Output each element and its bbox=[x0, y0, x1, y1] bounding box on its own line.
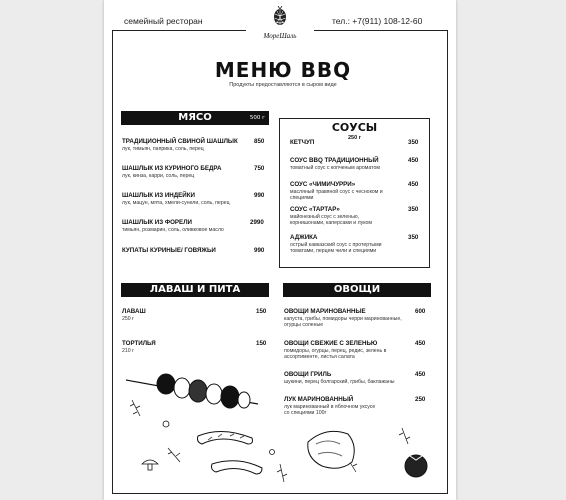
logo bbox=[246, 6, 314, 40]
meat-weight: 500 г bbox=[249, 115, 265, 121]
bread-item bbox=[122, 340, 268, 354]
herb-icon bbox=[130, 400, 410, 482]
sauces-box bbox=[279, 118, 430, 268]
item-name: ЛУК МАРИНОВАННЫЙ bbox=[284, 396, 354, 403]
item-name: ОВОЩИ СВЕЖИЕ С ЗЕЛЕНЬЮ bbox=[284, 340, 378, 347]
item-desc: лук, тимьян, паприка, соль, перец bbox=[122, 146, 204, 152]
meat-steak-icon bbox=[308, 431, 354, 468]
item-desc: капуста, грибы, помидоры черри маринованные, огурцы соленые bbox=[284, 316, 402, 329]
item-name: КЕТЧУП bbox=[290, 139, 315, 146]
item-name: ОВОЩИ МАРИНОВАННЫЕ bbox=[284, 308, 366, 315]
skewer-icon bbox=[126, 374, 258, 408]
meat-item bbox=[122, 219, 268, 233]
item-name: ТОРТИЛЬЯ bbox=[122, 340, 156, 347]
item-desc: 210 г bbox=[122, 348, 134, 354]
item-desc: шукини, перец болгарский, грибы, баклажаны bbox=[284, 379, 395, 385]
item-name: ОВОЩИ ГРИЛЬ bbox=[284, 371, 332, 378]
item-price: 250 bbox=[415, 396, 426, 403]
meat-header bbox=[121, 111, 269, 125]
bread-item bbox=[122, 308, 268, 322]
item-name: АДЖИКА bbox=[290, 234, 318, 241]
menu-title: МЕНЮ BBQ bbox=[214, 58, 352, 82]
sauce-item bbox=[290, 139, 420, 146]
item-name: ЛАВАШ bbox=[122, 308, 146, 315]
item-desc: тимьян, розмарин, соль, оливковое масло bbox=[122, 227, 224, 233]
item-desc: 250 г bbox=[122, 316, 134, 322]
sauces-title: СОУСЫ bbox=[331, 121, 378, 134]
veg-item bbox=[284, 340, 426, 361]
item-price: 450 bbox=[415, 371, 426, 378]
sausage-icon bbox=[198, 431, 263, 474]
item-price: 990 bbox=[254, 192, 265, 199]
item-desc: майонезный соус с зеленью, корнишонами, каперсами и луком bbox=[290, 214, 372, 227]
item-desc: острый кавказский соус с протертыми томатами, перцем чили и специями bbox=[290, 242, 382, 255]
sauce-item bbox=[290, 234, 419, 255]
item-price: 350 bbox=[408, 206, 419, 213]
meat-item bbox=[122, 247, 268, 254]
item-desc: лук, кинза, карри, соль, перец bbox=[122, 173, 195, 179]
item-price: 850 bbox=[254, 138, 265, 145]
tagline: семейный ресторан bbox=[124, 16, 203, 26]
meat-item bbox=[122, 192, 268, 206]
brand-name: МореШаль bbox=[263, 32, 297, 40]
item-price: 350 bbox=[408, 234, 419, 241]
sauce-item bbox=[290, 157, 419, 171]
item-desc: лук маринованный в яблочном уксусе со специями 100г bbox=[284, 404, 376, 417]
item-name: СОУС «ЧИМИЧУРРИ» bbox=[290, 181, 356, 188]
bread-header bbox=[121, 283, 269, 297]
sauces-weight: 250 г bbox=[348, 135, 361, 141]
meat-title: МЯСО bbox=[178, 112, 212, 123]
item-desc: масляный травяной соус с чесноком и специями bbox=[290, 189, 383, 202]
item-price: 2990 bbox=[250, 219, 264, 226]
meat-item bbox=[122, 138, 268, 152]
phone: тел.: +7(911) 108-12-60 bbox=[332, 16, 423, 26]
item-desc: лук, мацун, мята, хмели-сунели, соль, перец bbox=[122, 200, 230, 206]
item-price: 150 bbox=[256, 308, 267, 315]
item-price: 450 bbox=[408, 181, 419, 188]
bread-title: ЛАВАШ И ПИТА bbox=[149, 284, 241, 295]
item-price: 350 bbox=[408, 139, 419, 146]
item-name: КУПАТЫ КУРИНЫЕ/ ГОВЯЖЬИ bbox=[122, 247, 216, 254]
item-name: СОУС «ТАРТАР» bbox=[290, 206, 340, 213]
item-name: ШАШЛЫК ИЗ ИНДЕЙКИ bbox=[122, 192, 195, 199]
item-desc: помидоры, огурцы, перец, редис, зелень в ассортименте, листья салата bbox=[284, 348, 387, 361]
item-price: 450 bbox=[415, 340, 426, 347]
menu-subtitle: Продукты предоставляются в сыром виде bbox=[229, 82, 337, 88]
veg-header bbox=[283, 283, 431, 297]
item-price: 990 bbox=[254, 247, 265, 254]
tomato-icon bbox=[405, 455, 427, 477]
sauce-item bbox=[290, 206, 419, 227]
item-name: СОУС BBQ ТРАДИЦИОННЫЙ bbox=[290, 157, 379, 164]
meat-item bbox=[122, 165, 268, 179]
sauce-item bbox=[290, 181, 419, 202]
pinecone-icon bbox=[272, 6, 288, 26]
veg-title: ОВОЩИ bbox=[333, 284, 381, 295]
item-name: ШАШЛЫК ИЗ КУРИНОГО БЕДРА bbox=[122, 165, 222, 172]
item-name: ШАШЛЫК ИЗ ФОРЕЛИ bbox=[122, 219, 192, 226]
item-price: 600 bbox=[415, 308, 426, 315]
item-desc: томатный соус с копченым ароматом bbox=[290, 165, 380, 171]
mushroom-icon bbox=[142, 421, 275, 470]
item-price: 750 bbox=[254, 165, 265, 172]
item-name: ТРАДИЦИОННЫЙ СВИНОЙ ШАШЛЫК bbox=[122, 138, 238, 145]
item-price: 450 bbox=[408, 157, 419, 164]
item-price: 150 bbox=[256, 340, 267, 347]
bbq-illustration bbox=[112, 360, 446, 492]
veg-item bbox=[284, 308, 426, 329]
